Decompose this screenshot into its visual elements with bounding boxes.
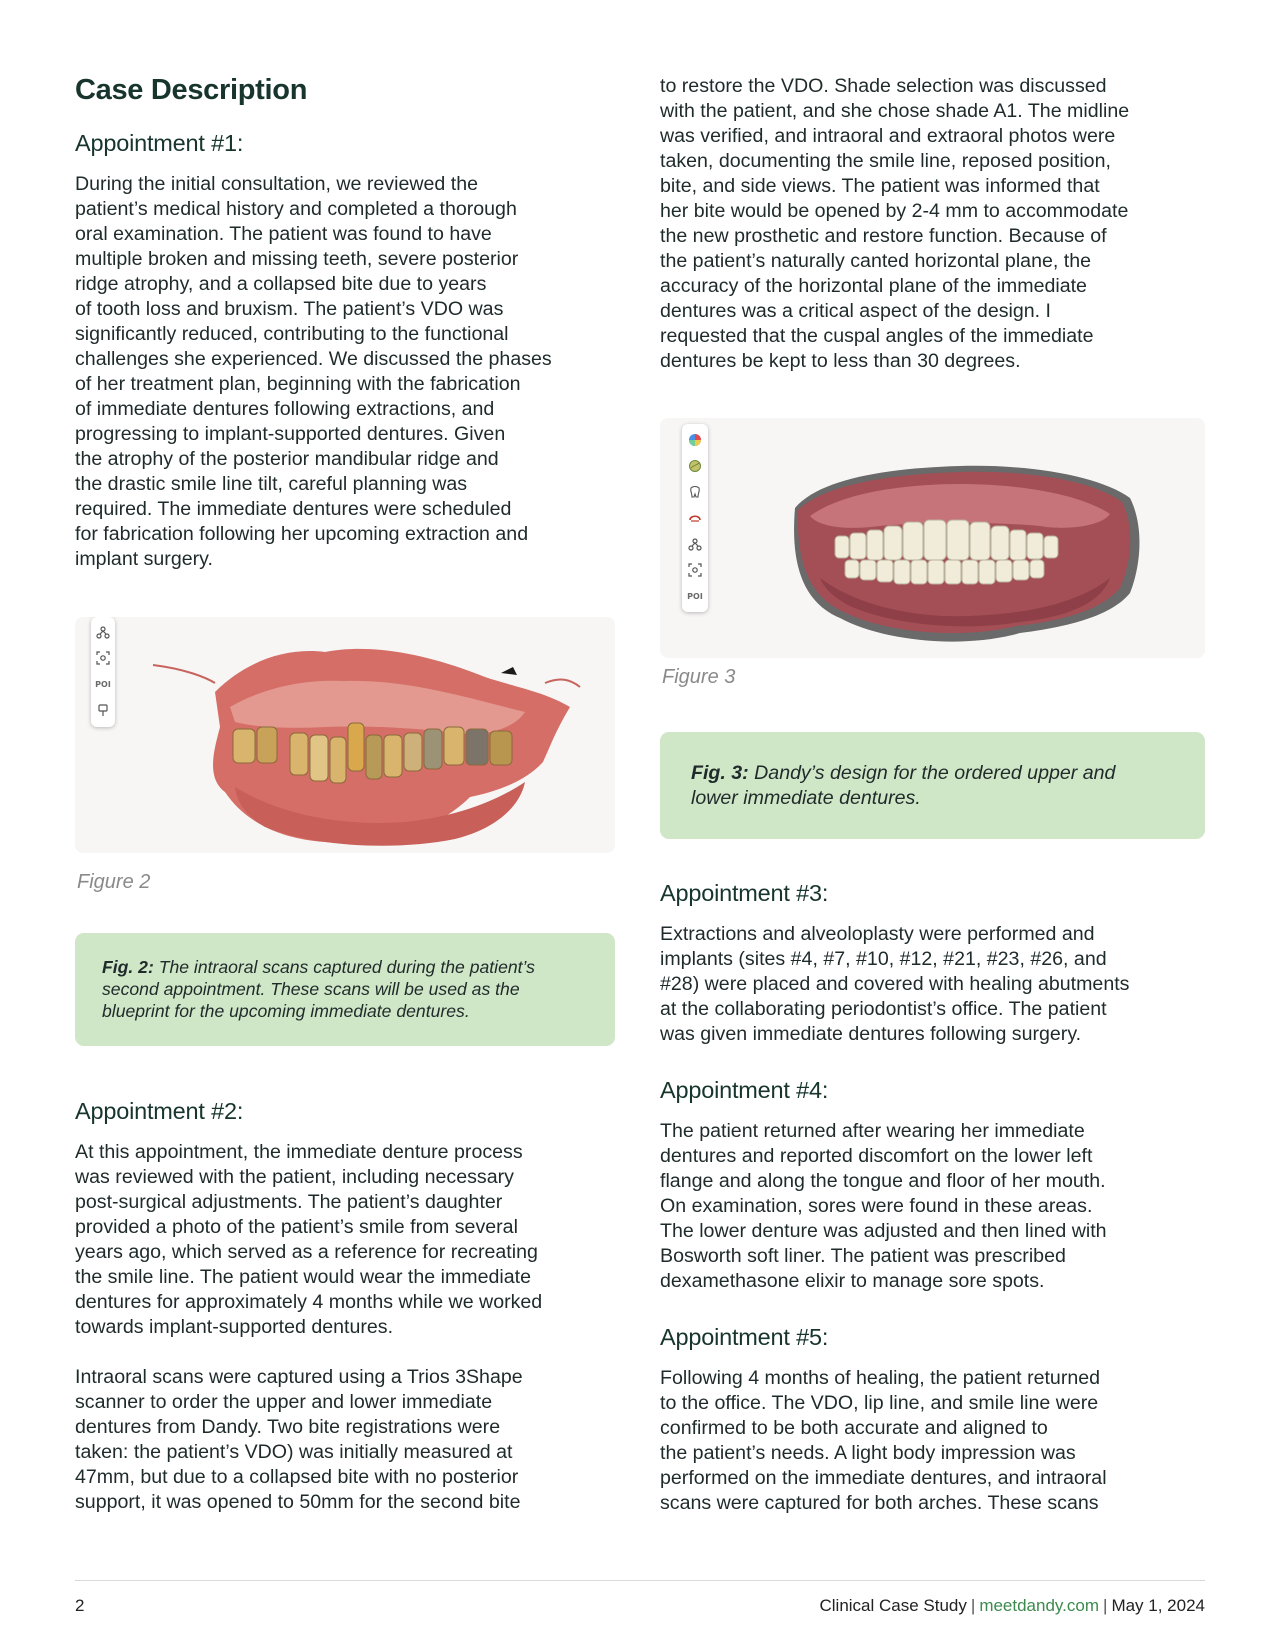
caption-text: Dandy’s design for the ordered upper and [754,762,1116,784]
text-line: The patient returned after wearing her immediate [660,1120,1085,1142]
text-line: The lower denture was adjusted and then lined with [660,1220,1107,1242]
text-line: patient’s medical history and completed a thorough [75,198,517,220]
text-line: confirmed to be both accurate and aligned to [660,1417,1048,1439]
footer-date: May 1, 2024 [1111,1596,1205,1615]
caption-line [102,956,535,978]
appointment-2-continuation [660,74,1129,374]
footer-info [819,1596,1205,1616]
denture-design-illustration [660,418,1205,658]
text-line: her bite would be opened by 2-4 mm to accommodate [660,200,1129,222]
text-line: dentures for approximately 4 months while we worked [75,1291,543,1313]
page-number: 2 [75,1596,85,1615]
text-line: with the patient, and she chose shade A1. The midline [660,100,1130,122]
text-line: multiple broken and missing teeth, severe posterior [75,248,519,270]
text-line: post-surgical adjustments. The patient’s daughter [75,1191,503,1213]
text-line: Bosworth soft liner. The patient was prescribed [660,1245,1066,1267]
appointment-5-text [660,1366,1107,1516]
poi-button[interactable]: POI [687,591,703,601]
text-line: bite, and side views. The patient was informed that [660,175,1100,197]
caption-line: blueprint for the upcoming immediate dentures. [102,1001,470,1021]
poi-button[interactable]: POI [95,679,111,689]
text-line: dentures from Dandy. Two bite registrations were [75,1416,501,1438]
caption-line: second appointment. These scans will be used as the [102,979,520,999]
text-line: the atrophy of the posterior mandibular ridge and [75,448,499,470]
text-line: performed on the immediate dentures, and intraoral [660,1467,1107,1489]
text-line: progressing to implant-supported dentures. Given [75,423,506,445]
appointment-1-heading: Appointment #1: [75,130,244,156]
text-line: requested that the cuspal angles of the immediate [660,325,1094,347]
text-line: dexamethasone elixir to manage sore spots. [660,1270,1045,1292]
footer-study: Clinical Case Study [819,1596,967,1615]
text-line: of her treatment plan, beginning with the fabrication [75,373,521,395]
text-line: the patient’s needs. A light body impression was [660,1442,1076,1464]
text-line: taken, documenting the smile line, reposed position, [660,150,1111,172]
text-line: taken: the patient’s VDO) was initially measured at [75,1441,513,1463]
text-line: On examination, sores were found in these areas. [660,1195,1093,1217]
text-line: scanner to order the upper and lower immediate [75,1391,493,1413]
text-line: implant surgery. [75,548,213,570]
text-line: flange and along the tongue and floor of her mouth. [660,1170,1106,1192]
text-line: required. The immediate dentures were scheduled [75,498,512,520]
figure-3-image [660,418,1205,658]
figure-3-label: Figure 3 [662,666,736,688]
figure-3-caption [660,732,1205,839]
text-line: implants (sites #4, #7, #10, #12, #21, #23, #26, and [660,948,1107,970]
appointment-4-heading: Appointment #4: [660,1077,829,1103]
appointment-3-heading: Appointment #3: [660,880,829,906]
text-line: to restore the VDO. Shade selection was discussed [660,75,1107,97]
text-line: was verified, and intraoral and extraoral photos were [660,125,1116,147]
appointment-4-text [660,1119,1107,1294]
text-line: scans were captured for both arches. These scans [660,1492,1099,1514]
section-heading: Case Description [75,74,308,106]
text-line: At this appointment, the immediate denture process [75,1141,523,1163]
text-line: for fabrication following her upcoming extraction and [75,523,529,545]
appointment-1-text [75,172,552,572]
text-line: of tooth loss and bruxism. The patient’s VDO was [75,298,504,320]
footer-divider [75,1580,1205,1581]
text-line: was reviewed with the patient, including necessary [75,1166,514,1188]
text-line: Extractions and alveoloplasty were performed and [660,923,1095,945]
intraoral-scan-illustration [75,617,615,853]
text-line: the smile line. The patient would wear the immediate [75,1266,531,1288]
text-line: dentures and reported discomfort on the lower left [660,1145,1093,1167]
text-line: During the initial consultation, we reviewed the [75,173,478,195]
figure-2-caption [75,933,615,1046]
text-line: challenges she experienced. We discussed the phases [75,348,552,370]
footer-separator: | [970,1596,976,1615]
text-line: ridge atrophy, and a collapsed bite due to years [75,273,487,295]
appointment-2-text [75,1140,542,1340]
footer-separator: | [1103,1596,1108,1615]
text-line: support, it was opened to 50mm for the second bite [75,1491,521,1513]
caption-label: Fig. 3: [691,762,749,784]
caption-line: lower immediate dentures. [691,787,921,809]
caption-text: The intraoral scans captured during the patient’s [158,957,535,977]
text-line: at the collaborating periodontist’s office. The patient [660,998,1107,1020]
appointment-2-heading: Appointment #2: [75,1098,244,1124]
caption-label: Fig. 2: [102,957,154,977]
appointment-2-text-continued [75,1365,523,1515]
appointment-5-heading: Appointment #5: [660,1324,829,1350]
text-line: the drastic smile line tilt, careful planning was [75,473,468,495]
text-line: to the office. The VDO, lip line, and smile line were [660,1392,1099,1414]
text-line: was given immediate dentures following surgery. [660,1023,1082,1045]
text-line: provided a photo of the patient’s smile from several [75,1216,518,1238]
figure-2-image [75,617,615,853]
text-line: Intraoral scans were captured using a Trios 3Shape [75,1366,523,1388]
text-line: dentures was a critical aspect of the design. I [660,300,1051,322]
caption-line [691,761,1115,786]
text-line: #28) were placed and covered with healing abutments [660,973,1130,995]
text-line: Following 4 months of healing, the patient returned [660,1367,1101,1389]
appointment-3-text [660,922,1129,1047]
text-line: the new prosthetic and restore function. Because of [660,225,1107,247]
text-line: towards implant-supported dentures. [75,1316,394,1338]
text-line: significantly reduced, contributing to the functional [75,323,509,345]
text-line: accuracy of the horizontal plane of the immediate [660,275,1087,297]
text-line: of immediate dentures following extractions, and [75,398,495,420]
text-line: dentures be kept to less than 30 degrees. [660,350,1021,372]
footer-site-link[interactable]: meetdandy.com [979,1596,1100,1615]
text-line: years ago, which served as a reference for recreating [75,1241,538,1263]
figure-2-label: Figure 2 [77,871,151,893]
text-line: oral examination. The patient was found to have [75,223,492,245]
text-line: the patient’s naturally canted horizontal plane, the [660,250,1091,272]
text-line: 47mm, but due to a collapsed bite with no posterior [75,1466,519,1488]
